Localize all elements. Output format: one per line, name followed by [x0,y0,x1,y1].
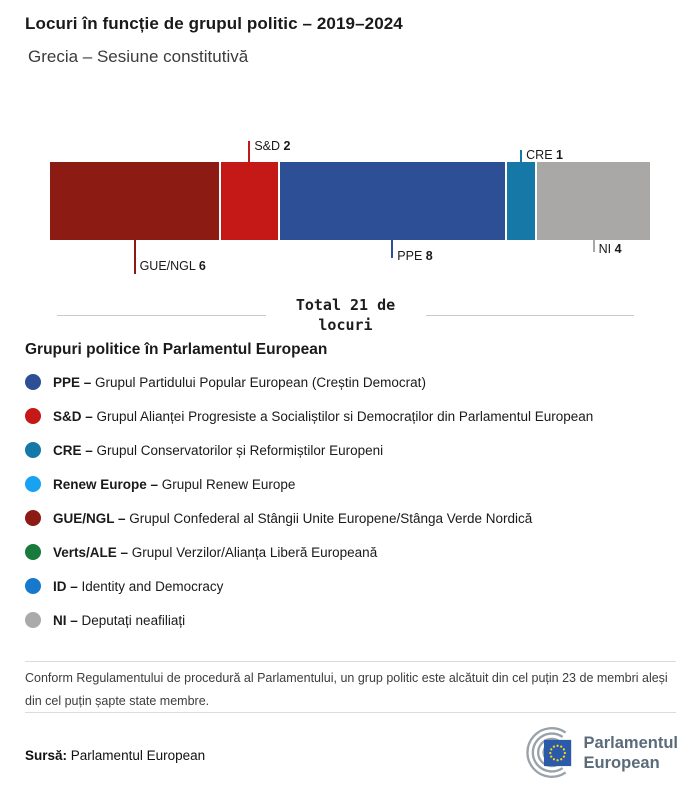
legend-item-renew-europe [25,467,680,501]
footnote-divider-bottom [25,712,676,713]
source-value: Parlamentul European [70,748,206,763]
callout-tick-ppe [391,240,393,258]
legend-item-s-d [25,399,680,433]
divider-left [57,315,266,316]
bar-segment-cre [507,162,535,240]
legend-label: Verts/ALE – Grupul Verzilor/Alianța Liberă Europeană [53,544,378,560]
legend-list [25,365,680,637]
callout-tick-cre [520,150,522,162]
callout-label-cre: CRE 1 [526,148,563,162]
seat-bar-chart [0,130,700,280]
legend-dot-gue-ngl [25,510,41,526]
bar-segment-ppe [280,162,506,240]
legend-label: GUE/NGL – Grupul Confederal al Stângii Unite Europene/Stânga Verde Nordică [53,510,533,526]
bar-segment-gue-ngl [50,162,219,240]
legend-dot-renew-europe [25,476,41,492]
legend-dot-id [25,578,41,594]
callout-label-s-d: S&D 2 [254,139,291,153]
total-seats-label: Total 21 de locuri [295,296,396,334]
legend-dot-ppe [25,374,41,390]
legend-title: Grupuri politice în Parlamentul European [25,341,328,358]
legend-label: ID – Identity and Democracy [53,578,224,594]
footnote-text: Conform Regulamentului de procedură al Parlamentului, un grup politic este alcătuit din cel puțin 23 de membri aleși din cel puțin șapte state membre. [25,671,668,708]
legend-item-id [25,569,680,603]
legend-item-ni [25,603,680,637]
legend-label: Renew Europe – Grupul Renew Europe [53,476,296,492]
page-subtitle: Grecia – Sesiune constitutivă [28,47,249,66]
callout-tick-gue-ngl [134,240,136,274]
source-line [25,748,205,763]
legend-item-ppe [25,365,680,399]
logo-wordmark [584,733,678,773]
legend-item-cre [25,433,680,467]
legend-dot-verts-ale [25,544,41,560]
legend-item-verts-ale [25,535,680,569]
footnote-divider-top [25,661,676,662]
bar-segment-s-d [221,162,277,240]
legend-label: CRE – Grupul Conservatorilor și Reformiștilor Europeni [53,442,384,458]
eu-parliament-logo [509,725,678,780]
page-title: Locuri în funcție de grupul politic – 2019–2024 [25,14,403,33]
legend-dot-ni [25,612,41,628]
bar-segment-ni [537,162,650,240]
callout-label-ni: NI 4 [598,242,622,256]
eu-parliament-hemicycle-icon [509,725,577,780]
legend-dot-s-d [25,408,41,424]
legend-label: PPE – Grupul Partidului Popular European (Creștin Democrat) [53,374,426,390]
legend-item-gue-ngl [25,501,680,535]
legend-label: NI – Deputați neafiliați [53,612,186,628]
stacked-bar [50,162,650,240]
eu-flag-icon [544,740,571,766]
total-seats-row [57,296,634,335]
source-label: Sursă: [25,748,68,763]
callout-tick-s-d [248,141,250,162]
legend-label: S&D – Grupul Alianței Progresiste a Socialiștilor si Democraților din Parlamentul European [53,408,594,424]
logo-line2: European [583,753,660,772]
divider-right [426,315,635,316]
legend-dot-cre [25,442,41,458]
logo-line1: Parlamentul [583,733,678,752]
callout-label-gue-ngl: GUE/NGL 6 [139,259,206,273]
callout-label-ppe: PPE 8 [397,249,433,263]
callout-tick-ni [593,240,595,252]
